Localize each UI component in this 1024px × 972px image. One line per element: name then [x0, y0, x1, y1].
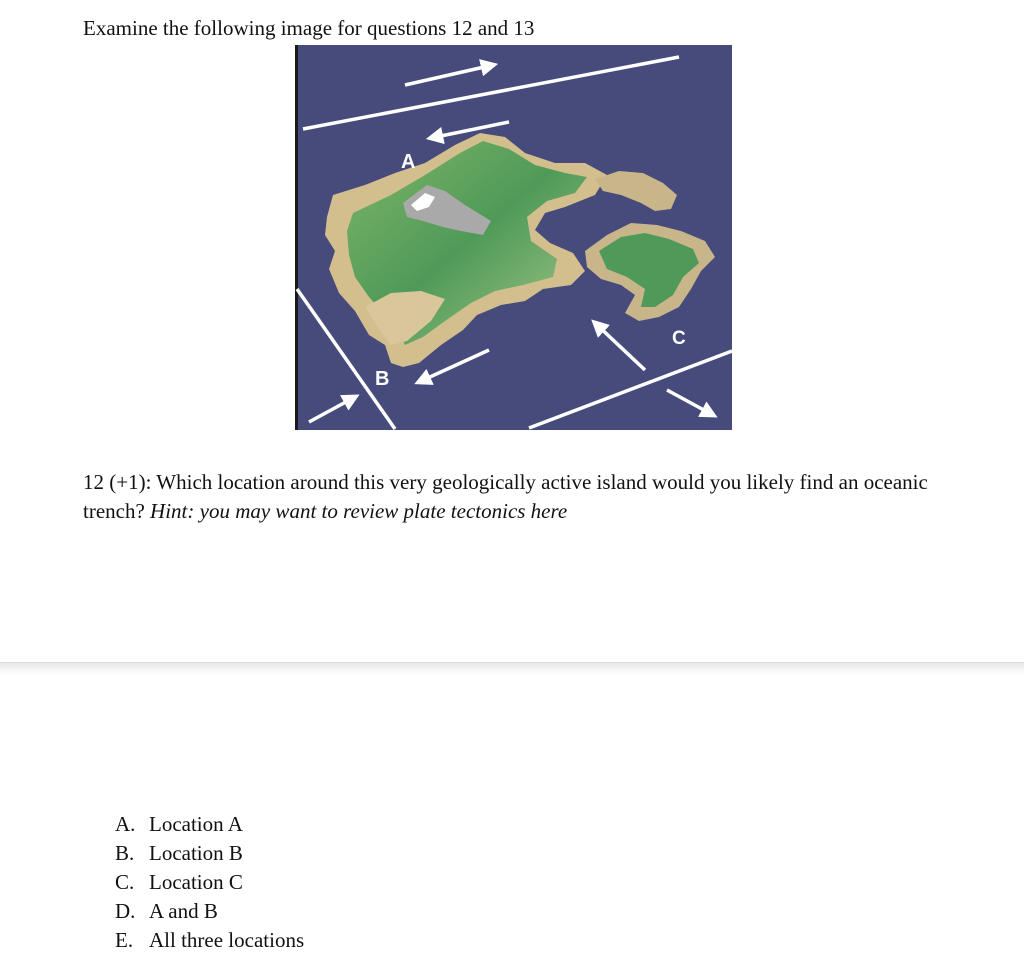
question-12: [83, 468, 983, 526]
section-divider: [0, 662, 1024, 675]
option-e[interactable]: [115, 926, 304, 955]
option-letter: B.: [115, 841, 135, 865]
label-location-a: A: [401, 151, 416, 173]
option-letter: A.: [115, 812, 136, 836]
tectonic-island-figure: [295, 45, 732, 430]
label-location-b: B: [375, 368, 390, 390]
intro-text: Examine the following image for questions 12 and 13: [83, 16, 535, 40]
label-location-c: C: [672, 328, 686, 349]
question-text: 12 (+1): Which location around this very geologically active island would you likely find an oceanic trench?: [83, 470, 928, 523]
option-text: Location B: [149, 841, 243, 865]
option-b[interactable]: [115, 839, 304, 868]
option-d[interactable]: [115, 897, 304, 926]
option-text: Location A: [149, 812, 243, 836]
question-hint: Hint: you may want to review plate tectonics here: [150, 499, 568, 523]
option-letter: E.: [115, 928, 134, 952]
option-letter: C.: [115, 870, 135, 894]
option-text: Location C: [149, 870, 243, 894]
option-text: A and B: [149, 899, 218, 923]
option-text: All three locations: [149, 928, 305, 952]
island-map: [295, 45, 732, 430]
option-a[interactable]: [115, 810, 304, 839]
option-letter: D.: [115, 899, 136, 923]
option-c[interactable]: [115, 868, 304, 897]
left-edge: [295, 45, 298, 430]
answer-options: [115, 810, 304, 955]
